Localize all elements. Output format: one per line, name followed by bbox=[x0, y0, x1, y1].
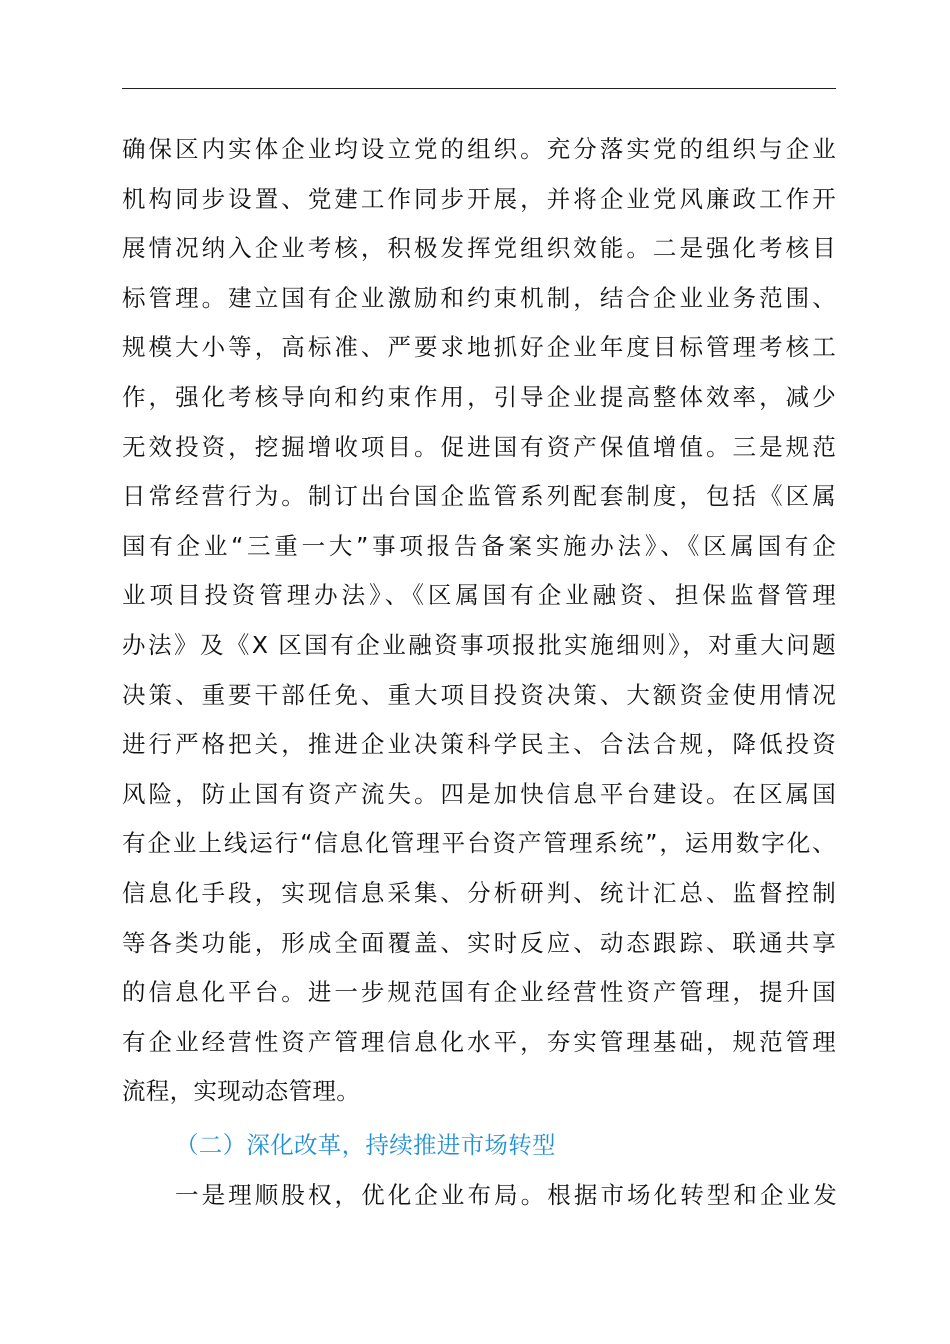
text-line: 展情况纳入企业考核，积极发挥党组织效能。二是强化考核目 bbox=[122, 234, 836, 263]
text-line: 决策、重要干部任免、重大项目投资决策、大额资金使用情况 bbox=[122, 680, 836, 709]
text-line: 有企业经营性资产管理信息化水平，夯实管理基础，规范管理 bbox=[122, 1027, 836, 1056]
text-line: 风险，防止国有资产流失。四是加快信息平台建设。在区属国 bbox=[122, 779, 836, 808]
text-line: 规模大小等，高标准、严要求地抓好企业年度目标管理考核工 bbox=[122, 333, 836, 362]
text-line: 作，强化考核导向和约束作用，引导企业提高整体效率，减少 bbox=[122, 382, 836, 411]
paragraph-2 bbox=[175, 1171, 837, 1221]
text-line: 日常经营行为。制订出台国企监管系列配套制度，包括《区属 bbox=[122, 482, 836, 511]
text-line: 标管理。建立国有企业激励和约束机制，结合企业业务范围、 bbox=[122, 283, 836, 312]
text-line: 进行严格把关，推进企业决策科学民主、合法合规，降低投资 bbox=[122, 730, 836, 759]
text-line: 国有企业“三重一大”事项报告备案实施办法》、《区属国有企 bbox=[122, 531, 836, 560]
text-line: 的信息化平台。进一步规范国有企业经营性资产管理，提升国 bbox=[122, 978, 836, 1007]
text-line-last: 流程，实现动态管理。 bbox=[122, 1077, 360, 1106]
text-line: 办法》及《X 区国有企业融资事项报批实施细则》，对重大问题 bbox=[122, 630, 836, 659]
text-line: 无效投资，挖掘增收项目。促进国有资产保值增值。三是规范 bbox=[122, 432, 836, 461]
text-line: 信息化手段，实现信息采集、分析研判、统计汇总、监督控制 bbox=[122, 878, 836, 907]
text-line: 业项目投资管理办法》、《区属国有企业融资、担保监督管理 bbox=[122, 581, 836, 610]
text-line: 等各类功能，形成全面覆盖、实时反应、动态跟踪、联通共享 bbox=[122, 928, 836, 957]
section-heading: （二）深化改革，持续推进市场转型 bbox=[175, 1131, 556, 1159]
text-line: 确保区内实体企业均设立党的组织。充分落实党的组织与企业 bbox=[122, 135, 836, 163]
paragraph-1 bbox=[122, 125, 842, 1117]
text-line: 一是理顺股权，优化企业布局。根据市场化转型和企业发 bbox=[175, 1181, 837, 1209]
text-line: 有企业上线运行“信息化管理平台资产管理系统”，运用数字化、 bbox=[122, 829, 836, 858]
header-rule bbox=[122, 88, 836, 89]
text-line: 机构同步设置、党建工作同步开展，并将企业党风廉政工作开 bbox=[122, 184, 836, 213]
